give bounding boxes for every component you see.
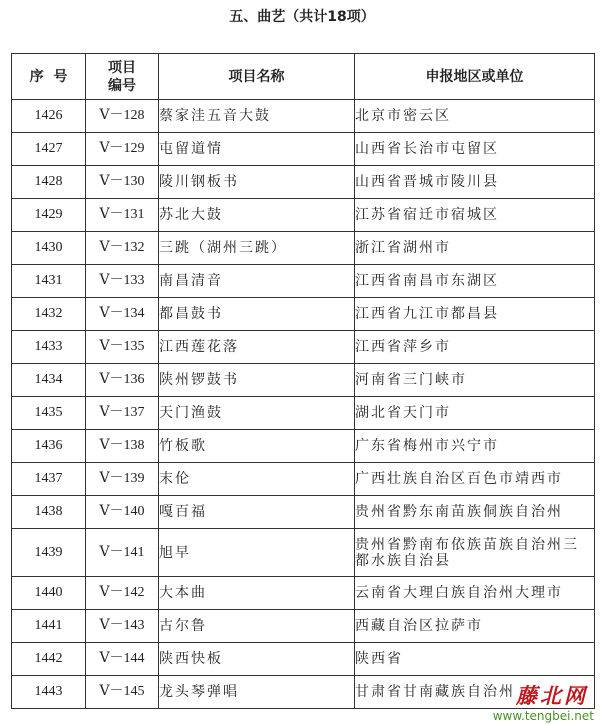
watermark-brand: 藤北网: [516, 683, 588, 708]
header-code: [86, 54, 159, 100]
cell-name: 苏北大鼓: [159, 199, 355, 232]
cell-name: 陵川钢板书: [159, 166, 355, 199]
cell-name: 三跳（湖州三跳）: [159, 232, 355, 265]
table-row: [12, 430, 595, 463]
cell-code: Ⅴ－138: [86, 430, 159, 463]
cell-region: 江西省九江市都昌县: [355, 298, 595, 331]
cell-region: 山西省晋城市陵川县: [355, 166, 595, 199]
cell-name: 蔡家洼五音大鼓: [159, 100, 355, 133]
cell-region: 北京市密云区: [355, 100, 595, 133]
header-region: 申报地区或单位: [355, 54, 595, 100]
cell-code: Ⅴ－145: [86, 676, 159, 709]
cell-region: 山西省长治市屯留区: [355, 133, 595, 166]
cell-name: 陕西快板: [159, 643, 355, 676]
table-row: [12, 232, 595, 265]
cell-name: 陕州锣鼓书: [159, 364, 355, 397]
cell-region: 广西壮族自治区百色市靖西市: [355, 463, 595, 496]
cell-code: Ⅴ－131: [86, 199, 159, 232]
cell-seq: 1435: [12, 397, 86, 430]
cell-code: Ⅴ－140: [86, 496, 159, 529]
cell-seq: 1436: [12, 430, 86, 463]
cell-name: 末伦: [159, 463, 355, 496]
table-row: [12, 397, 595, 430]
table-row: [12, 610, 595, 643]
cell-seq: 1430: [12, 232, 86, 265]
cell-region: 湖北省天门市: [355, 397, 595, 430]
header-name: 项目名称: [159, 54, 355, 100]
cell-region: 江苏省宿迁市宿城区: [355, 199, 595, 232]
cell-name: 都昌鼓书: [159, 298, 355, 331]
cell-region: 贵州省黔东南苗族侗族自治州: [355, 496, 595, 529]
table-row: [12, 199, 595, 232]
table-row: [12, 676, 595, 709]
cell-seq: 1427: [12, 133, 86, 166]
cell-code: Ⅴ－143: [86, 610, 159, 643]
cell-code: Ⅴ－128: [86, 100, 159, 133]
cell-region: 云南省大理白族自治州大理市: [355, 577, 595, 610]
table-row: [12, 463, 595, 496]
cell-seq: 1443: [12, 676, 86, 709]
cell-code: Ⅴ－136: [86, 364, 159, 397]
cell-seq: 1442: [12, 643, 86, 676]
table-row: [12, 643, 595, 676]
cell-code: Ⅴ－144: [86, 643, 159, 676]
cell-code: Ⅴ－132: [86, 232, 159, 265]
cell-seq: 1434: [12, 364, 86, 397]
cell-name: 旭早: [159, 529, 355, 577]
cell-region: 浙江省湖州市: [355, 232, 595, 265]
table-row: [12, 100, 595, 133]
table-row: [12, 265, 595, 298]
cell-region: 陕西省: [355, 643, 595, 676]
cell-seq: 1438: [12, 496, 86, 529]
cell-seq: 1433: [12, 331, 86, 364]
heritage-table: [11, 53, 595, 709]
cell-seq: 1432: [12, 298, 86, 331]
cell-region: 江西省萍乡市: [355, 331, 595, 364]
cell-seq: 1428: [12, 166, 86, 199]
cell-region: 西藏自治区拉萨市: [355, 610, 595, 643]
header-seq: 序 号: [12, 54, 86, 100]
table-row: [12, 496, 595, 529]
header-code-line2: 编号: [108, 77, 136, 94]
cell-seq: 1429: [12, 199, 86, 232]
cell-seq: 1441: [12, 610, 86, 643]
table-row: [12, 529, 595, 577]
table-row: [12, 298, 595, 331]
table-row: [12, 577, 595, 610]
cell-seq: 1426: [12, 100, 86, 133]
cell-code: Ⅴ－142: [86, 577, 159, 610]
cell-name: 嘎百福: [159, 496, 355, 529]
cell-region: 河南省三门峡市: [355, 364, 595, 397]
cell-region: 贵州省黔南布依族苗族自治州三都水族自治县: [355, 529, 595, 577]
cell-name: 天门渔鼓: [159, 397, 355, 430]
cell-name: 江西莲花落: [159, 331, 355, 364]
table-row: [12, 364, 595, 397]
cell-code: Ⅴ－133: [86, 265, 159, 298]
cell-code: Ⅴ－135: [86, 331, 159, 364]
cell-seq: 1439: [12, 529, 86, 577]
cell-name: 大本曲: [159, 577, 355, 610]
cell-code: Ⅴ－137: [86, 397, 159, 430]
cell-code: Ⅴ－139: [86, 463, 159, 496]
cell-region: 江西省南昌市东湖区: [355, 265, 595, 298]
cell-name: 龙头琴弹唱: [159, 676, 355, 709]
watermark-url: www.tengbei.net: [492, 709, 594, 723]
cell-name: 古尔鲁: [159, 610, 355, 643]
table-row: [12, 133, 595, 166]
header-code-line1: 项目: [108, 59, 136, 76]
cell-name: 南昌清音: [159, 265, 355, 298]
cell-code: Ⅴ－130: [86, 166, 159, 199]
table-row: [12, 331, 595, 364]
cell-name: 竹板歌: [159, 430, 355, 463]
cell-region: 甘肃省甘南藏族自治州: [355, 676, 595, 709]
cell-name: 屯留道情: [159, 133, 355, 166]
cell-region: 广东省梅州市兴宁市: [355, 430, 595, 463]
cell-code: Ⅴ－141: [86, 529, 159, 577]
table-body: [12, 100, 595, 709]
cell-seq: 1431: [12, 265, 86, 298]
cell-code: Ⅴ－129: [86, 133, 159, 166]
cell-code: Ⅴ－134: [86, 298, 159, 331]
table-header-row: [12, 54, 595, 100]
table-row: [12, 166, 595, 199]
cell-seq: 1437: [12, 463, 86, 496]
cell-seq: 1440: [12, 577, 86, 610]
page-title: 五、曲艺（共计18项）: [229, 9, 375, 25]
